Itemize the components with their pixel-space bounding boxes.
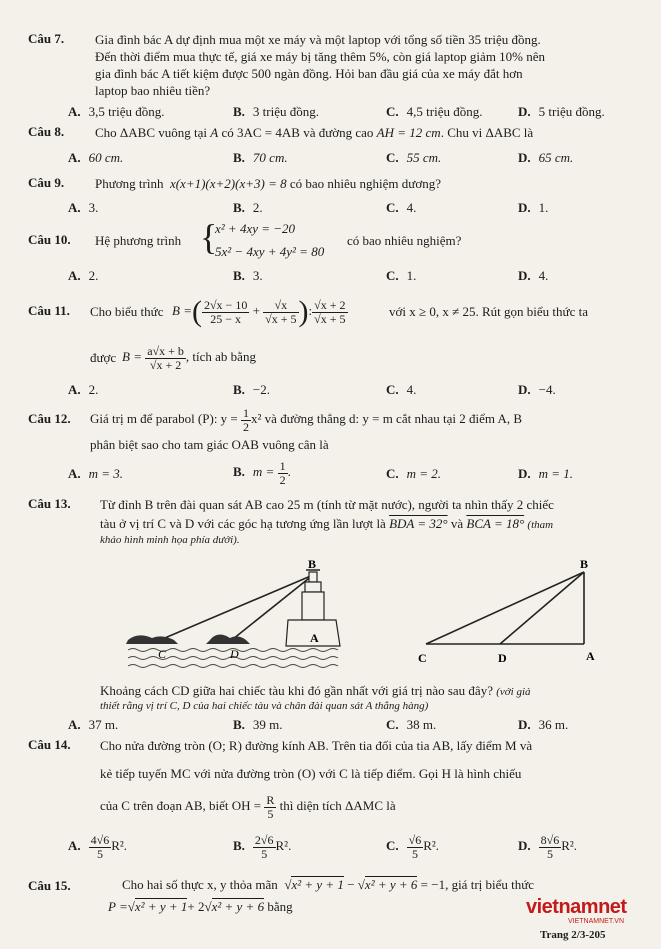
q7-option-a: A. 3,5 triệu đồng. <box>68 104 165 119</box>
fig2-label-c: C <box>418 651 427 665</box>
q13-line-3: khảo hình minh họa phía dưới). <box>100 534 240 546</box>
vietnamnet-logo-sub: VIETNAMNET.VN <box>568 918 625 925</box>
line-bc <box>426 572 584 644</box>
lighthouse-tower <box>302 592 324 620</box>
q11-option-a: A. 2. <box>68 382 99 397</box>
q11-option-c: C. 4. <box>386 382 417 397</box>
q14-option-a: A. $\frac{4√6}{5}$ R². <box>68 832 128 861</box>
lighthouse-top <box>309 572 317 582</box>
q10-option-b: B. 3. <box>233 268 263 283</box>
fig2-label-d: D <box>498 651 507 665</box>
q9-option-b: B. 2. <box>233 200 263 215</box>
fig2-label-b: B <box>580 558 589 571</box>
q13-diagram <box>410 558 620 668</box>
q14-line-1: Cho nửa đường tròn (O; R) đường kính AB. Trên tia đối của tia AB, lấy điểm M và <box>100 738 533 753</box>
q8-label: Câu 8. <box>28 124 65 139</box>
q15-line-2: P =√x² + y + 1+ 2√x² + y + 6 bằng <box>108 899 293 914</box>
q8-option-c: C. 55 cm. <box>386 150 442 165</box>
q14-line-3: của C trên đoạn AB, biết OH = $\frac{R}{5}$ thì diện tích ΔAMC là <box>100 792 396 821</box>
q10-label: Câu 10. <box>28 232 71 247</box>
q13-option-b: B. 39 m. <box>233 717 283 732</box>
q14-label: Câu 14. <box>28 737 71 752</box>
q14-frac: $\frac{R}{5}$ <box>266 792 275 821</box>
q11-text-b: với x ≥ 0, x ≠ 25. Rút gọn biểu thức ta <box>389 304 588 319</box>
q7-line-1: Gia đình bác A dự định mua một xe máy và một laptop với tổng số tiền 35 triệu đồng. <box>95 32 541 47</box>
q10-option-d: D. 4. <box>518 268 549 283</box>
q10-option-c: C. 1. <box>386 268 417 283</box>
vietnamnet-logo: vietnamnet <box>526 896 627 918</box>
ship-c <box>126 635 178 644</box>
q8-option-b: B. 70 cm. <box>233 150 288 165</box>
q11-frac-4: $\frac{a√x + b}{√x + 2}$ <box>147 343 184 372</box>
fig1-label-a: A <box>310 631 319 645</box>
ship-d <box>206 634 250 644</box>
q8-stem: Cho ΔABC vuông tại A có 3AC = 4AB và đường cao AH = 12 cm. Chu vi ΔABC là <box>95 125 534 140</box>
q11-label: Câu 11. <box>28 303 70 318</box>
system-brace: { <box>200 217 218 257</box>
q10-option-a: A. 2. <box>68 268 99 283</box>
q7-line-3: gia đình bác A tiết kiệm được 500 ngàn đồng. Hỏi ban đầu giá của xe máy đắt hơn <box>95 66 523 81</box>
q9-label: Câu 9. <box>28 175 65 190</box>
q7-line-4: laptop bao nhiêu tiền? <box>95 83 211 98</box>
q12-label: Câu 12. <box>28 411 71 426</box>
q12-option-d: D. m = 1. <box>518 466 574 481</box>
q14-option-c: C. $\frac{√6}{5}$ R². <box>386 832 440 861</box>
q11-frac-1: $\frac{2√x - 10}{25 - x}$ <box>203 297 248 326</box>
q7-option-c: C. 4,5 triệu đồng. <box>386 104 483 119</box>
q9-option-a: A. 3. <box>68 200 99 215</box>
q12-line-2: phân biệt sao cho tam giác OAB vuông cân là <box>90 437 329 452</box>
line-bd <box>500 572 584 644</box>
q7-option-b: B. 3 triệu đồng. <box>233 104 319 119</box>
q9-option-c: C. 4. <box>386 200 417 215</box>
q11-option-d: D. −4. <box>518 382 556 397</box>
q8-option-a: A. 60 cm. <box>68 150 124 165</box>
q11-frac-3: $\frac{√x + 2}{√x + 5}$ <box>314 297 346 326</box>
q15-line-1: Cho hai số thực x, y thỏa mãn √x² + y + 1 − √x² + y + 6 = −1, giá trị biểu thức <box>122 877 535 892</box>
page-number: Trang 2/3-205 <box>540 929 606 941</box>
q9-stem: Phương trình x(x+1)(x+2)(x+3) = 8 có bao nhiêu nghiệm dương? <box>95 176 441 191</box>
fig1-label-d: D <box>230 647 239 661</box>
q10-text-b: có bao nhiêu nghiệm? <box>347 233 462 248</box>
q9-option-d: D. 1. <box>518 200 549 215</box>
q12-option-c: C. m = 2. <box>386 466 442 481</box>
fig2-label-a: A <box>586 649 595 663</box>
q10-text-a: Hệ phương trình <box>95 233 182 248</box>
q14-option-b: B. $\frac{2√6}{5}$ R². <box>233 832 292 861</box>
fig1-label-b: B <box>308 558 317 571</box>
q13-label: Câu 13. <box>28 496 71 511</box>
q12-option-a: A. m = 3. <box>68 466 124 481</box>
q12-frac: $\frac{1}{2}$ <box>243 405 250 434</box>
fig1-label-c: C <box>158 647 167 661</box>
q15-label: Câu 15. <box>28 878 71 893</box>
q10-eq-1: x² + 4xy = −20 <box>215 221 296 236</box>
q7-line-2: Đến thời điểm mua thực tế, giá xe máy bị tăng thêm 5%, còn giá laptop giảm 10% nên <box>95 49 546 64</box>
q13-line-1: Từ đỉnh B trên đài quan sát AB cao 25 m (tính từ mặt nước), người ta nhìn thấy 2 chiếc <box>100 497 554 512</box>
q11-text-a: Cho biểu thức <box>90 304 164 319</box>
q10-eq-2: 5x² − 4xy + 4y² = 80 <box>215 244 325 259</box>
q7-label: Câu 7. <box>28 31 65 46</box>
q13-line-2: tàu ở vị trí C và D với các góc hạ tương ứng lần lượt là BDA = 32° và BCA = 18° (tham <box>100 516 554 531</box>
q11-result: B = $\frac{a√x + b}{√x + 2}$ , tích ab bằng <box>122 343 256 372</box>
q11-frac-2: $\frac{√x}{√x + 5}$ <box>265 297 297 326</box>
q11-expression: B =( $\frac{2√x - 10}{25 - x}$ + $\frac{√x}{√x + 5}$ ): $\frac{√x + 2}{√x + 5}$ <box>172 295 346 329</box>
q14-option-d: D. $\frac{8√6}{5}$ R². <box>518 832 578 861</box>
q12-option-b: B. m = $\frac{1}{2}$ . <box>233 458 291 487</box>
q13-option-d: D. 36 m. <box>518 717 569 732</box>
q12-stem: Giá trị m để parabol (P): y = $\frac{1}{2}$ x² và đường thẳng d: y = m cắt nhau tại 2 điểm A, B <box>90 405 523 434</box>
q7-option-d: D. 5 triệu đồng. <box>518 104 605 119</box>
q13-ask-2: thiết rằng vị trí C, D của hai chiếc tàu và chân đài quan sát A thẳng hàng) <box>100 700 429 712</box>
q11-text-c: được <box>90 350 117 365</box>
q13-option-a: A. 37 m. <box>68 717 119 732</box>
q14-line-2: kẻ tiếp tuyến MC với nửa đường tròn (O) với C là tiếp điểm. Gọi H là hình chiếu <box>100 766 522 781</box>
q13-option-c: C. 38 m. <box>386 717 437 732</box>
q13-illustration <box>118 558 358 678</box>
q11-option-b: B. −2. <box>233 382 271 397</box>
q13-ask-1: Khoảng cách CD giữa hai chiếc tàu khi đó gần nhất với giá trị nào sau đây? (với giả <box>100 683 531 698</box>
q8-option-d: D. 65 cm. <box>518 150 574 165</box>
